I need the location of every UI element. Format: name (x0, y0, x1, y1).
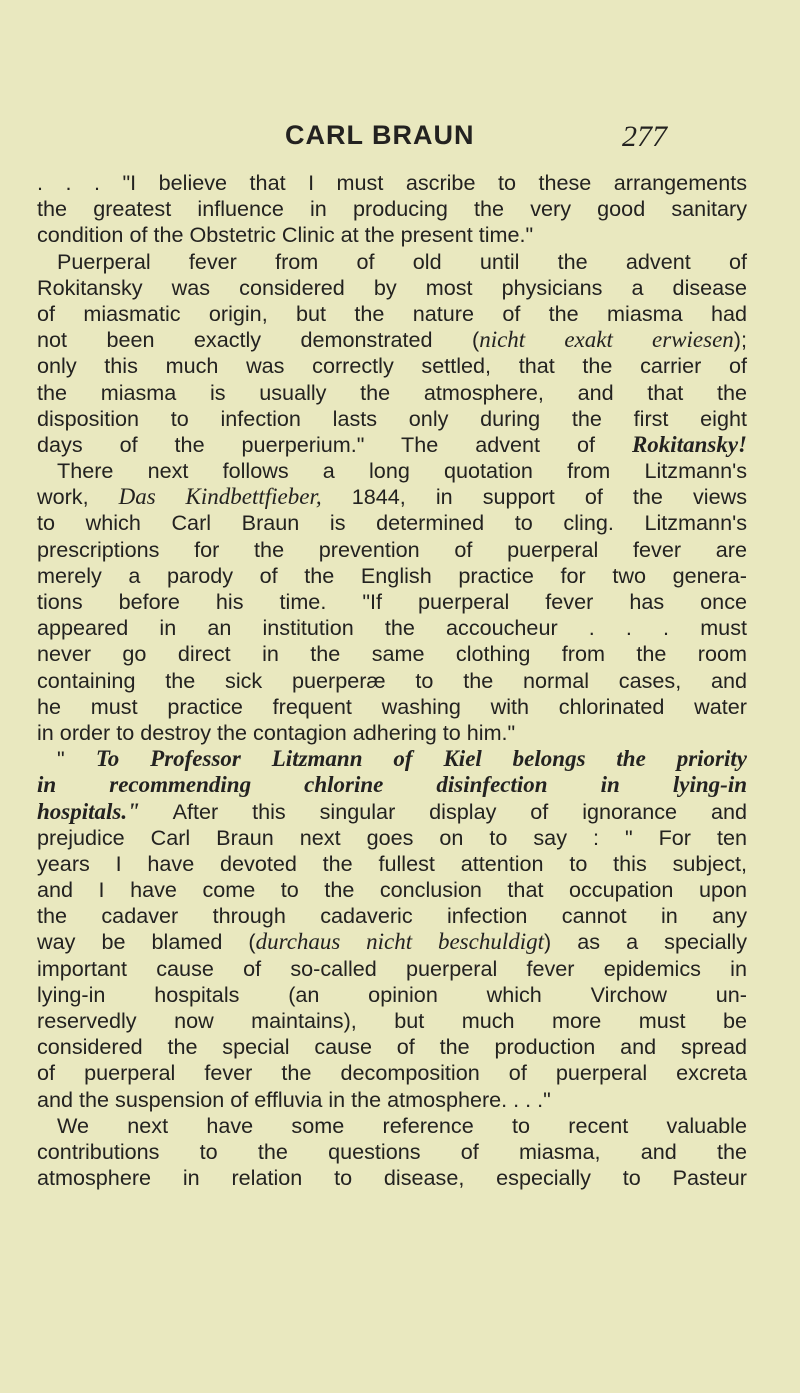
italic-text: hospitals." (37, 798, 140, 824)
text-line: and I have come to the conclusion that occupation upon (37, 877, 747, 903)
text-line (37, 746, 747, 772)
text-line: tions before his time. "If puerperal fever has once (37, 589, 747, 614)
text-line: reservedly now maintains), but much more must be (37, 1008, 747, 1033)
page-number: 277 (622, 120, 667, 153)
running-head: CARL BRAUN (285, 120, 475, 150)
body-text (37, 170, 747, 1191)
text-line: to which Carl Braun is determined to cling. Litzmann's (37, 510, 747, 536)
text-line: lying-in hospitals (an opinion which Virchow un- (37, 981, 747, 1007)
text-line: of puerperal fever the decomposition of puerperal excreta (37, 1060, 747, 1086)
text-line: Rokitansky was considered by most physicians a disease (37, 274, 747, 300)
text-line: prejudice Carl Braun next goes on to say : " For ten (37, 824, 747, 850)
text-line: condition of the Obstetric Clinic at the present time." (37, 222, 534, 248)
text-line: contributions to the questions of miasma, and the (37, 1138, 747, 1164)
text-span: not been exactly demonstrated ( (37, 327, 480, 353)
text-line (37, 799, 747, 825)
page-header (0, 120, 800, 160)
italic-text: durchaus nicht beschuldigt (255, 929, 545, 955)
italic-text: Rokitansky! (631, 431, 747, 457)
text-line: . . . "I believe that I must ascribe to these arrangements (37, 170, 747, 195)
italic-text: To Professor Litzmann of Kiel belongs the priority (95, 746, 747, 772)
text-span: 1844, in support of the views (321, 484, 747, 510)
text-line: years I have devoted the fullest attention to this subject, (37, 850, 747, 876)
text-line: We next have some reference to recent valuable (57, 1112, 747, 1138)
text-line: never go direct in the same clothing from the room (37, 641, 747, 667)
text-line: atmosphere in relation to disease, especially to Pasteur (37, 1165, 747, 1191)
text-span: days of the puerperium." The advent of (37, 431, 632, 457)
text-line: appeared in an institution the accoucheur . . . must (37, 615, 747, 641)
text-line: prescriptions for the prevention of puerperal fever are (37, 536, 747, 562)
text-line: Puerperal fever from of old until the advent of (57, 248, 747, 274)
text-span: work, (37, 484, 119, 510)
text-span: " (57, 746, 96, 772)
text-line: There next follows a long quotation from Litzmann's (57, 458, 747, 484)
text-line: only this much was correctly settled, that the carrier of (37, 353, 747, 379)
text-line (37, 484, 747, 510)
text-line: containing the sick puerperæ to the normal cases, and (37, 667, 747, 693)
text-line (37, 929, 747, 955)
italic-text: in recommending chlorine disinfection in lying-in (37, 772, 747, 798)
italic-text: nicht exakt erwiesen (479, 327, 734, 353)
text-line: merely a parody of the English practice for two genera- (37, 562, 747, 588)
text-line: of miasmatic origin, but the nature of the miasma had (37, 300, 747, 326)
text-line: he must practice frequent washing with chlorinated water (37, 693, 747, 719)
text-span: ); (733, 327, 747, 353)
text-line (37, 772, 747, 798)
italic-text: Das Kindbettfieber, (118, 484, 322, 510)
text-span: ) as a specially (544, 929, 747, 955)
text-line: the miasma is usually the atmosphere, and that the (37, 379, 747, 405)
text-line: important cause of so-called puerperal fever epidemics in (37, 955, 747, 981)
text-span: way be blamed ( (37, 929, 256, 955)
text-span: After this singular display of ignorance and (139, 798, 747, 824)
text-line (37, 327, 747, 353)
text-line: considered the special cause of the production and spread (37, 1034, 747, 1060)
text-line: disposition to infection lasts only during the first eight (37, 405, 747, 431)
text-line: the cadaver through cadaveric infection cannot in any (37, 903, 747, 929)
text-line: and the suspension of effluvia in the atmosphere. . . ." (37, 1086, 551, 1112)
text-line: the greatest influence in producing the very good sanitary (37, 196, 747, 222)
text-line (37, 432, 747, 458)
text-line: in order to destroy the contagion adhering to him." (37, 719, 516, 745)
